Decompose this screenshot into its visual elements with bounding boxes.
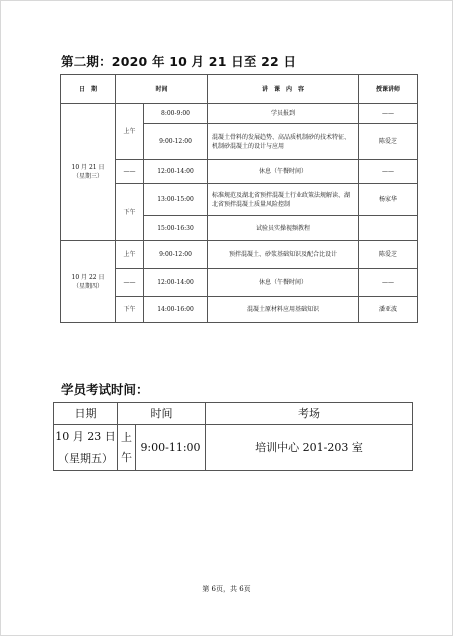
header-content: 讲 课 内 容 xyxy=(208,75,359,104)
exam-date-cell xyxy=(54,425,118,471)
exam-time: 9:00-11:00 xyxy=(136,425,206,471)
day2-date: 10 月 22 日 xyxy=(71,273,105,281)
row-content: 混凝土原材料应用基础知识 xyxy=(208,297,359,323)
exam-weekday: （星期五） xyxy=(58,451,113,465)
exam-row xyxy=(54,425,413,471)
day2-weekday: （星期四） xyxy=(72,282,103,290)
day1-morning: 上午 xyxy=(116,104,144,160)
day1-afternoon: 下午 xyxy=(116,184,144,241)
header-time: 时间 xyxy=(116,75,208,104)
row-content: 试验员实操视频教程 xyxy=(208,216,359,241)
row-content: 混凝土骨料的发展趋势、高品质机制砂的技术特征、机制砂混凝土的设计与应用 xyxy=(208,124,359,160)
exam-venue: 培训中心 201-203 室 xyxy=(206,425,413,471)
row-time: 9:00-12:00 xyxy=(144,241,208,269)
row-time: 12:00-14:00 xyxy=(144,160,208,184)
header-lecturer: 授课讲师 xyxy=(359,75,418,104)
row-period: —— xyxy=(116,269,144,297)
row-lecturer: 杨家华 xyxy=(359,184,418,216)
row-lecturer: —— xyxy=(359,269,418,297)
row-content: 休息（午餐时间） xyxy=(208,269,359,297)
row-content: 预拌混凝土、砂浆基础知识及配合比设计 xyxy=(208,241,359,269)
day1-date: 10 月 21 日 xyxy=(71,164,105,171)
row-period: —— xyxy=(116,160,144,184)
row-lecturer: 陈爱芝 xyxy=(359,124,418,160)
schedule-header-row xyxy=(61,75,418,104)
row-lecturer: —— xyxy=(359,104,418,124)
row-period: 上午 xyxy=(116,241,144,269)
row-time: 9:00-12:00 xyxy=(144,124,208,160)
day1-date-cell xyxy=(61,104,116,241)
page-footer: 第 6页，共 6页 xyxy=(202,585,251,593)
exam-table xyxy=(53,402,413,471)
row-lecturer xyxy=(359,216,418,241)
table-row xyxy=(61,241,418,269)
row-time: 13:00-15:00 xyxy=(144,184,208,216)
row-lecturer: —— xyxy=(359,160,418,184)
schedule-table xyxy=(60,74,418,323)
day1-weekday: （星期三） xyxy=(72,173,103,180)
exam-period: 上午 xyxy=(118,425,136,471)
exam-header-date: 日期 xyxy=(54,403,118,425)
row-time: 14:00-16:00 xyxy=(144,297,208,323)
exam-header-time: 时间 xyxy=(118,403,206,425)
exam-header-row xyxy=(54,403,413,425)
row-time: 8:00-9:00 xyxy=(144,104,208,124)
schedule-title: 第二期：2020 年 10 月 21 日至 22 日 xyxy=(61,54,297,69)
row-content: 学员报到 xyxy=(208,104,359,124)
row-time: 15:00-16:30 xyxy=(144,216,208,241)
exam-title: 学员考试时间： xyxy=(61,382,149,397)
row-period: 下午 xyxy=(116,297,144,323)
exam-date: 10 月 23 日 xyxy=(55,429,116,443)
row-time: 12:00-14:00 xyxy=(144,269,208,297)
row-content: 休息（午餐时间） xyxy=(208,160,359,184)
table-row xyxy=(61,104,418,124)
header-date: 日 期 xyxy=(61,75,116,104)
row-lecturer: 潘亚波 xyxy=(359,297,418,323)
row-lecturer: 陈爱芝 xyxy=(359,241,418,269)
row-content: 标准规范及湖北省预拌混凝土行业政策法规解读、湖北省预拌混凝土质量风险控制 xyxy=(208,184,359,216)
exam-header-venue: 考场 xyxy=(206,403,413,425)
day2-date-cell xyxy=(61,241,116,323)
